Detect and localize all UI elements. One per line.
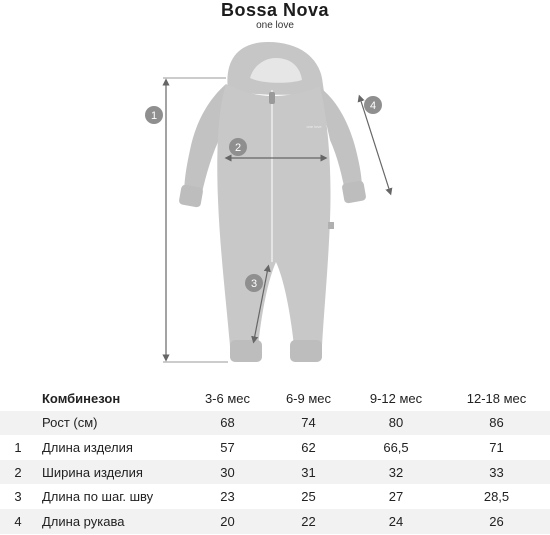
marker-3	[245, 274, 263, 292]
table-header-row	[0, 386, 550, 411]
table-row	[0, 435, 550, 460]
table-row	[0, 509, 550, 534]
svg-text:1: 1	[150, 110, 158, 122]
row-value: 24	[349, 509, 443, 534]
table-row	[0, 460, 550, 485]
size-header: 9-12 мес	[369, 390, 423, 406]
svg-text:3: 3	[250, 278, 258, 290]
table-row	[0, 484, 550, 509]
size-header: 3-6 мес	[204, 390, 251, 406]
jumpsuit-garment	[178, 42, 366, 362]
brand-tagline: one love	[256, 20, 294, 31]
row-index: 2	[0, 460, 36, 485]
row-value: 74	[268, 411, 349, 436]
row-value: 28,5	[483, 489, 510, 505]
size-header: 6-9 мес	[285, 390, 332, 406]
row-value: 68	[187, 411, 268, 436]
row-value: 32	[349, 460, 443, 485]
row-value: 62	[301, 439, 316, 455]
row-value: 26	[443, 509, 550, 534]
row-value: 30	[187, 460, 268, 485]
row-label: Длина по шаг. шву	[42, 489, 154, 505]
row-index: 3	[14, 489, 22, 505]
row-index: 4	[0, 509, 36, 534]
svg-text:4: 4	[369, 100, 377, 112]
svg-text:2: 2	[234, 142, 242, 154]
row-value: 57	[220, 439, 235, 455]
row-label: Ширина изделия	[36, 460, 187, 485]
size-header: 12-18 мес	[466, 390, 527, 406]
row-value: 25	[301, 489, 316, 505]
size-table	[0, 386, 550, 534]
row-value: 33	[443, 460, 550, 485]
row-label: Длина рукава	[36, 509, 187, 534]
row-value: 71	[489, 439, 504, 455]
row-label: Длина изделия	[42, 439, 133, 455]
marker-4	[364, 96, 382, 114]
row-label: Рост (см)	[36, 411, 187, 436]
row-value: 86	[443, 411, 550, 436]
row-value: 20	[187, 509, 268, 534]
marker-1	[145, 106, 163, 124]
row-value: 80	[349, 411, 443, 436]
chest-print: one love	[306, 124, 322, 129]
row-value: 22	[268, 509, 349, 534]
row-index	[0, 411, 36, 436]
row-value: 66,5	[383, 439, 409, 455]
marker-2	[229, 138, 247, 156]
row-value: 31	[268, 460, 349, 485]
table-row	[0, 411, 550, 436]
row-value: 27	[388, 489, 404, 505]
header-index-cell	[0, 386, 36, 411]
row-index: 1	[14, 439, 22, 455]
brand-name: Bossa Nova	[220, 0, 330, 20]
row-value: 23	[220, 489, 235, 505]
table-title: Комбинезон	[42, 390, 121, 406]
